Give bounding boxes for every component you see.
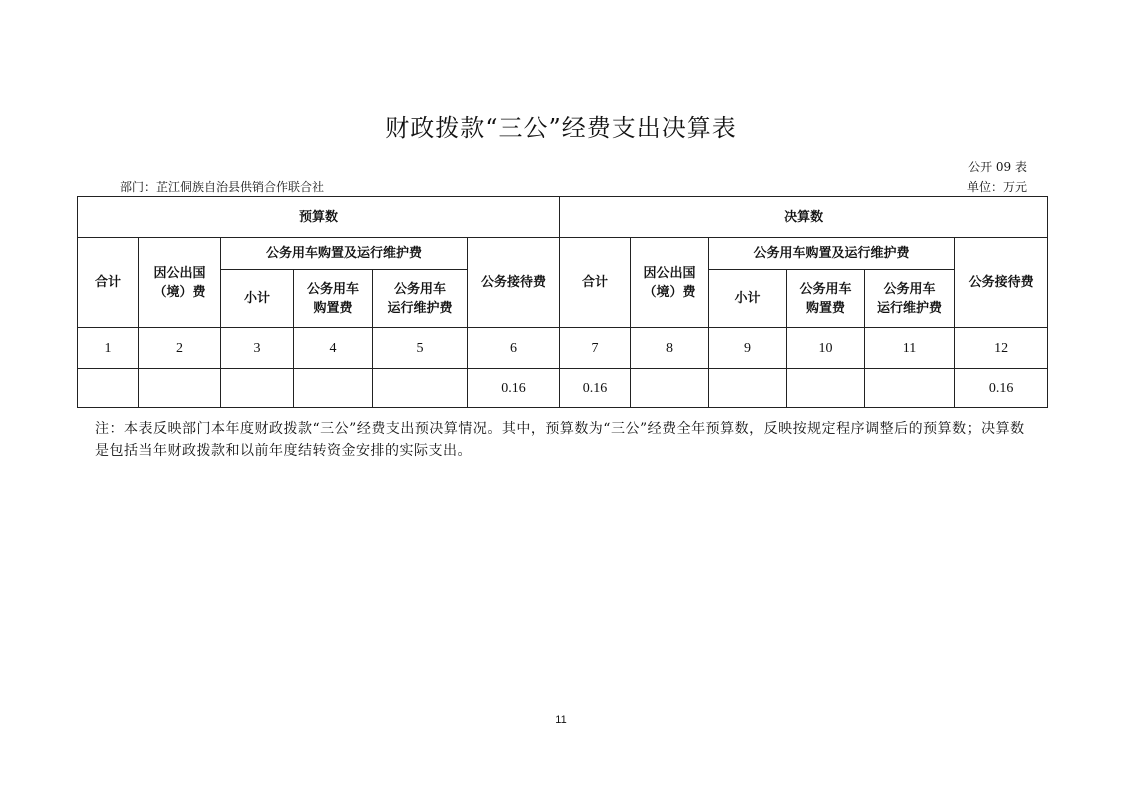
budget-group-header: 预算数 [78, 197, 560, 238]
final-subtotal-header: 小计 [709, 270, 787, 328]
column-number-cell: 4 [294, 328, 373, 369]
unit-label: 单位：万元 [966, 180, 1027, 194]
column-number-cell: 6 [468, 328, 560, 369]
final-abroad-header [631, 238, 709, 328]
table-header-row-groups [78, 197, 1048, 238]
value-cell [631, 369, 709, 408]
page-number: 11 [555, 714, 567, 726]
department-label: 部门：芷江侗族自治县供销合作联合社 [120, 180, 325, 194]
value-cell: 0.16 [955, 369, 1048, 408]
table-header-row-top [78, 238, 1048, 270]
expenditure-table [77, 196, 1048, 408]
table-row-column-numbers [78, 328, 1048, 369]
final-purchase-header-line1: 公务用车 [799, 281, 852, 297]
final-operation-header-line1: 公务用车 [883, 281, 936, 297]
final-abroad-header-line1: 因公出国 [643, 265, 696, 281]
final-purchase-header [787, 270, 865, 328]
column-number-cell: 7 [560, 328, 631, 369]
final-purchase-header-line2: 购置费 [806, 300, 846, 316]
value-cell [787, 369, 865, 408]
final-group-header: 决算数 [560, 197, 1048, 238]
column-number-cell: 11 [865, 328, 955, 369]
final-total-header: 合计 [560, 238, 631, 328]
column-number-cell: 12 [955, 328, 1048, 369]
column-number-cell: 8 [631, 328, 709, 369]
column-number-cell: 5 [373, 328, 468, 369]
budget-purchase-header-line2: 购置费 [313, 300, 353, 316]
value-cell [373, 369, 468, 408]
budget-operation-header [373, 270, 468, 328]
budget-vehicle-group-header: 公务用车购置及运行维护费 [221, 238, 468, 270]
value-cell [865, 369, 955, 408]
page-title: 财政拨款“三公”经费支出决算表 [385, 114, 737, 142]
budget-operation-header-line1: 公务用车 [393, 281, 446, 297]
budget-operation-header-line2: 运行维护费 [387, 300, 453, 316]
table-row-values [78, 369, 1048, 408]
form-number: 公开 09 表 [968, 160, 1027, 174]
budget-total-header: 合计 [78, 238, 139, 328]
column-number-cell: 9 [709, 328, 787, 369]
value-cell: 0.16 [560, 369, 631, 408]
column-number-cell: 3 [221, 328, 294, 369]
budget-abroad-header [139, 238, 221, 328]
budget-purchase-header [294, 270, 373, 328]
column-number-cell: 2 [139, 328, 221, 369]
column-number-cell: 1 [78, 328, 139, 369]
table-note: 注：本表反映部门本年度财政拨款“三公”经费支出预决算情况。其中，预算数为“三公”经费全年预算数，反映按规定程序调整后的预算数；决算数是包括当年财政拨款和以前年度结转资金安排的实际支出。 [95, 421, 1025, 459]
final-reception-header: 公务接待费 [955, 238, 1048, 328]
value-cell [78, 369, 139, 408]
final-operation-header-line2: 运行维护费 [877, 300, 943, 316]
value-cell: 0.16 [468, 369, 560, 408]
column-number-cell: 10 [787, 328, 865, 369]
final-operation-header [865, 270, 955, 328]
budget-reception-header: 公务接待费 [468, 238, 560, 328]
final-abroad-header-line2: （境）费 [643, 284, 696, 300]
value-cell [709, 369, 787, 408]
budget-abroad-header-line2: （境）费 [153, 284, 206, 300]
value-cell [221, 369, 294, 408]
final-vehicle-group-header: 公务用车购置及运行维护费 [709, 238, 955, 270]
budget-subtotal-header: 小计 [221, 270, 294, 328]
value-cell [139, 369, 221, 408]
budget-abroad-header-line1: 因公出国 [153, 265, 206, 281]
value-cell [294, 369, 373, 408]
budget-purchase-header-line1: 公务用车 [306, 281, 359, 297]
